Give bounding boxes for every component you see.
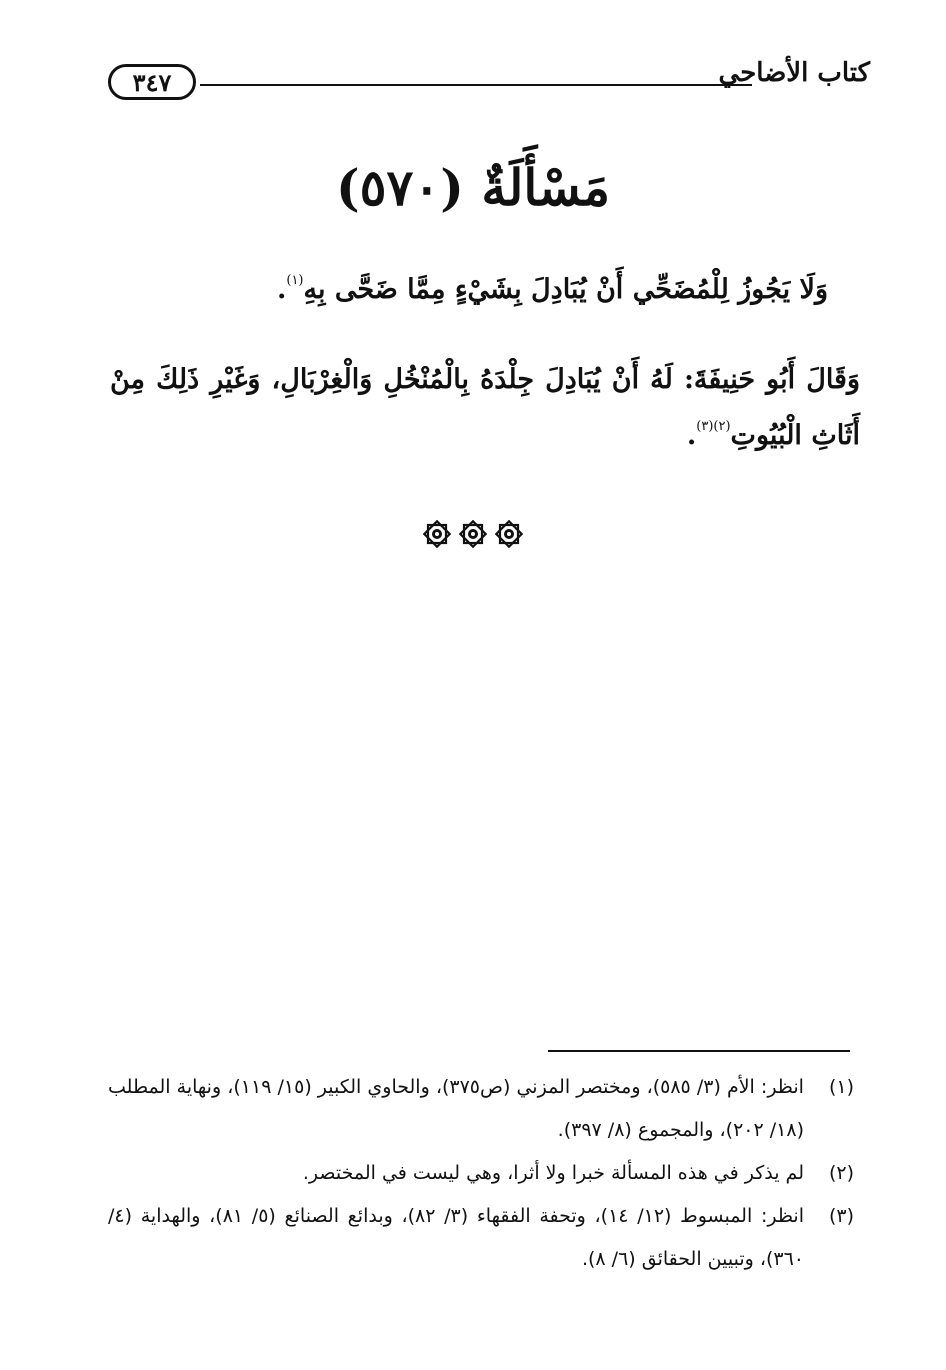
page-header <box>108 58 870 110</box>
paragraph-ruling-end: . <box>276 274 287 305</box>
issue-number: (٥٧٠) <box>335 158 464 217</box>
footnote-number: (٣) <box>828 1205 854 1227</box>
running-title: كتاب الأضاحي <box>718 58 870 88</box>
ornament-star-icon <box>495 520 523 548</box>
header-rule <box>200 84 752 86</box>
issue-heading <box>0 148 946 228</box>
footnote-text: لم يذكر في هذه المسألة خبرا ولا أثرا، وهي ليست في المختصر. <box>302 1162 804 1184</box>
footnote-2 <box>108 1152 854 1195</box>
paragraph-hanafi-text: وَقَالَ أَبُو حَنِيفَةَ: لَهُ أَنْ يُبَادِلَ جِلْدَهُ بِالْمُنْخُلِ وَالْغِرْبَالِ، وَغَيْرِ ذَلِكَ مِنْ أَثَاثِ الْبُيُوتِ <box>110 364 860 451</box>
ornament-star-icon <box>459 520 487 548</box>
paragraph-ruling <box>108 262 828 318</box>
issue-label: مَسْأَلَةٌ <box>481 158 610 217</box>
footnote-3 <box>108 1195 854 1281</box>
paragraph-ruling-text: وَلَا يَجُوزُ لِلْمُضَحِّي أَنْ يُبَادِلَ بِشَيْءٍ مِمَّا ضَحَّى بِهِ <box>303 274 828 305</box>
footnote-1 <box>108 1066 854 1152</box>
footnote-ref-2-3: (٢)(٣) <box>696 419 731 434</box>
footnote-number: (١) <box>828 1076 854 1098</box>
footnote-ref-1: (١) <box>286 273 304 288</box>
footnote-text: انظر: الأم (٣/ ٥٨٥)، ومختصر المزني (ص٣٧٥)، والحاوي الكبير (١٥/ ١١٩)، ونهاية المطلب (١٨/ ٢٠٢)، والمجموع (٨/ ٣٩٧). <box>108 1076 804 1141</box>
paragraph-hanafi-view <box>110 352 860 464</box>
page-number: ٣٤٧ <box>108 64 196 100</box>
section-divider <box>0 520 946 548</box>
footnotes <box>108 1066 854 1281</box>
footnote-separator <box>548 1050 850 1052</box>
ornament-star-icon <box>423 520 451 548</box>
footnote-number: (٢) <box>828 1162 854 1184</box>
footnote-text: انظر: المبسوط (١٢/ ١٤)، وتحفة الفقهاء (٣/ ٨٢)، وبدائع الصنائع (٥/ ٨١)، والهداية (٤/ ٣٦٠)، وتبيين الحقائق (٦/ ٨). <box>108 1205 804 1270</box>
paragraph-hanafi-end: . <box>686 420 697 451</box>
